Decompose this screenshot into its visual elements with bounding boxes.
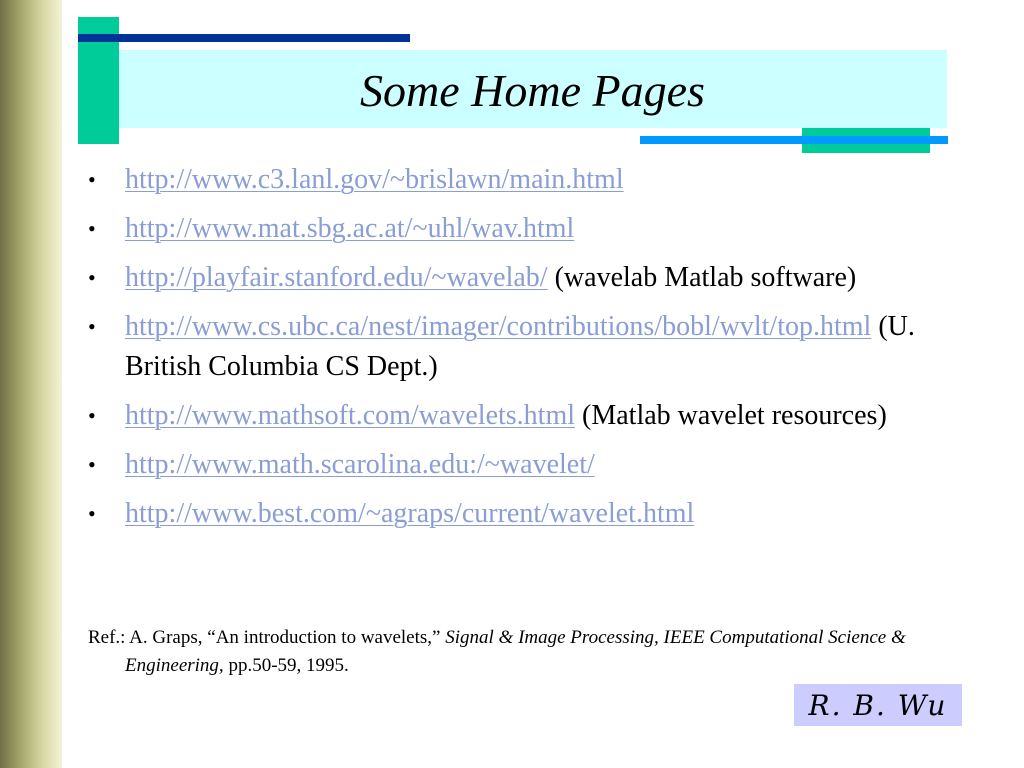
link-note: (Matlab wavelet resources): [575, 400, 887, 431]
reference-prefix: Ref.: A. Graps, “An introduction to wavelets,”: [88, 627, 446, 648]
link-scarolina[interactable]: http://www.math.scarolina.edu:/~wavelet/: [125, 449, 595, 480]
list-item: [88, 396, 938, 436]
link-note: (U. British Columbia CS Dept.): [125, 311, 915, 382]
slide-title: Some Home Pages: [360, 65, 705, 116]
left-gradient-bar: [0, 0, 62, 768]
list-item: [88, 258, 938, 298]
reference-citation: [88, 624, 985, 680]
list-item: [88, 494, 938, 534]
list-item: [88, 160, 938, 200]
author-badge: R. B. Wu: [794, 684, 962, 726]
list-item: [88, 209, 938, 249]
bullet-icon: •: [88, 265, 96, 290]
reference-journal: Signal & Image Processing, IEEE Computational Science & Engineering,: [125, 627, 906, 676]
reference-suffix: pp.50-59, 1995.: [223, 655, 349, 676]
decor-navy-bar-top: [78, 34, 410, 42]
link-list: [88, 160, 938, 543]
bullet-icon: •: [88, 167, 96, 192]
link-ubc-cs[interactable]: http://www.cs.ubc.ca/nest/imager/contributions/bobl/wvlt/top.html: [125, 311, 872, 342]
link-best-agraps[interactable]: http://www.best.com/~agraps/current/wavelet.html: [125, 498, 695, 529]
link-c3-lanl[interactable]: http://www.c3.lanl.gov/~brislawn/main.html: [125, 164, 624, 195]
decor-blue-bar-bottom: [640, 136, 948, 144]
bullet-icon: •: [88, 314, 96, 339]
bullet-icon: •: [88, 501, 96, 526]
bullet-icon: •: [88, 403, 96, 428]
list-item: [88, 307, 938, 387]
link-note: (wavelab Matlab software): [547, 262, 857, 293]
link-mat-sbg[interactable]: http://www.mat.sbg.ac.at/~uhl/wav.html: [125, 213, 575, 244]
list-item: [88, 445, 938, 485]
bullet-icon: •: [88, 452, 96, 477]
link-playfair-wavelab[interactable]: http://playfair.stanford.edu/~wavelab/: [125, 262, 548, 293]
link-mathsoft[interactable]: http://www.mathsoft.com/wavelets.html: [125, 400, 576, 431]
bullet-icon: •: [88, 216, 96, 241]
